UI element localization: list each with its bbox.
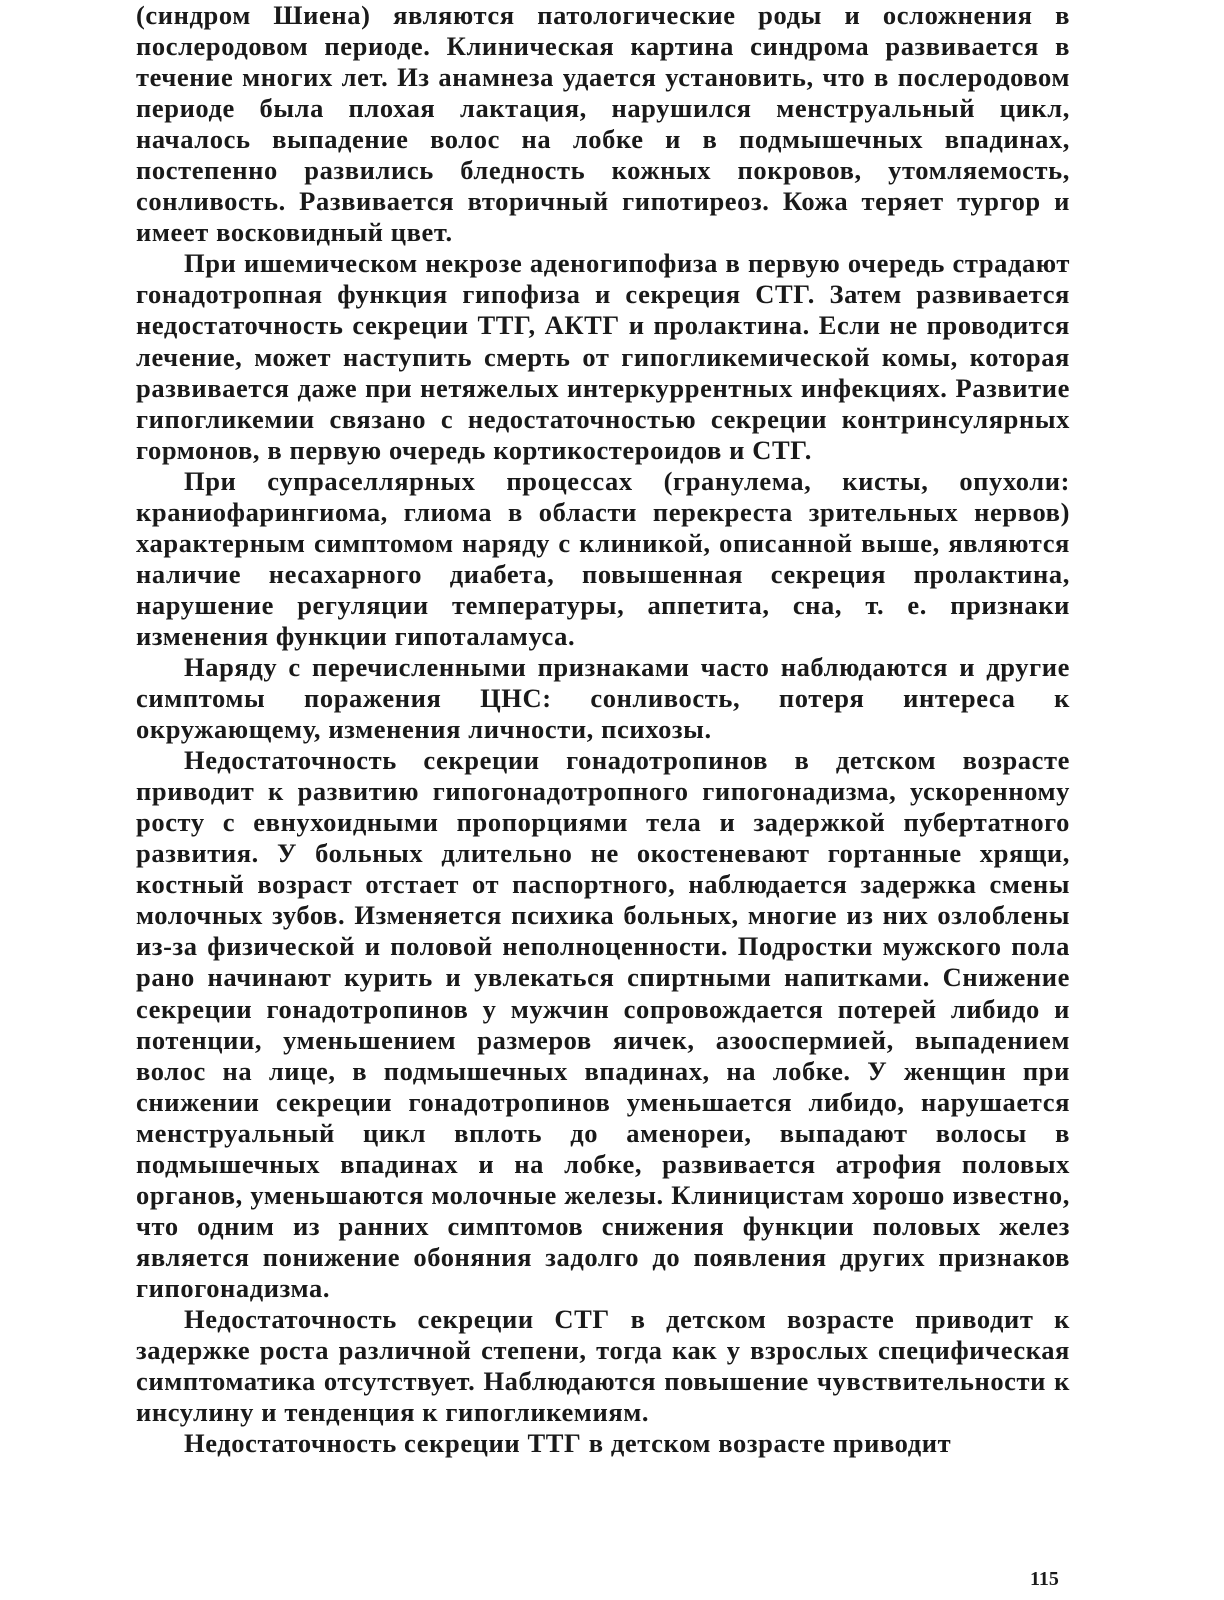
paragraph-5: Недостаточность секреции гонадотропинов в детском возрасте приводит к развитию гипогонадотропного гипогонадизма, ускоренному росту с евнухоидными пропорциями тела и задержкой пубертатного развития. У больных длительно не окостеневают гортанные хрящи, костный возраст отстает от паспортного, наблюдается задержка смены молочных зубов. Изменяется психика больных, многие из них озлоблены из-за физической и половой неполноценности. Подростки мужского пола рано начинают курить и увлекаться спиртными напитками. Снижение секреции гонадотропинов у мужчин сопровождается потерей либидо и потенции, уменьшением размеров яичек, азооспермией, выпадением волос на лице, в подмышечных впадинах, на лобке. У женщин при снижении секреции гонадотропинов уменьшается либидо, нарушается менструальный цикл вплоть до аменореи, выпадают волосы в подмышечных впадинах и на лобке, развивается атрофия половых органов, уменьшаются молочные железы. Клиницистам хорошо известно, что одним из ранних симптомов снижения функции половых желез является понижение обоняния задолго до появления других признаков гипогонадизма. [136,745,1070,1303]
paragraph-7: Недостаточность секреции ТТГ в детском возрасте приводит [184,1428,952,1459]
paragraph-3: При супраселлярных процессах (гранулема, кисты, опухоли: краниофарингиома, глиома в области перекреста зрительных нервов) характерным симптомом наряду с клиникой, описанной выше, являются наличие несахарного диабета, повышенная секреция пролактина, нарушение регуляции температуры, аппетита, сна, т. е. признаки изменения функции гипоталамуса. [136,465,1070,651]
paragraph-2: При ишемическом некрозе аденогипофиза в первую очередь страдают гонадотропная функция гипофиза и секреция СТГ. Затем развивается недостаточность секреции ТТГ, АКТГ и пролактина. Если не проводится лечение, может наступить смерть от гипогликемической комы, которая развивается даже при нетяжелых интеркуррентных инфекциях. Развитие гипогликемии связано с недостаточностью секреции контринсулярных гормонов, в первую очередь кортикостероидов и СТГ. [136,248,1070,465]
paragraph-4: Наряду с перечисленными признаками часто наблюдаются и другие симптомы поражения ЦНС: сонливость, потеря интереса к окружающему, изменения личности, психозы. [136,651,1070,745]
paragraph-1: (синдром Шиена) являются патологические роды и осложнения в послеродовом периоде. Клиническая картина синдрома развивается в течение многих лет. Из анамнеза удается установить, что в послеродовом периоде была плохая лактация, нарушился менструальный цикл, началось выпадение волос на лобке и в подмышечных впадинах, постепенно развились бледность кожных покровов, утомляемость, сонливость. Развивается вторичный гипотиреоз. Кожа теряет тургор и имеет восковидный цвет. [136,0,1070,248]
page-number: 115 [1030,1568,1059,1590]
body-text [136,0,1070,1459]
paragraph-6: Недостаточность секреции СТГ в детском возрасте приводит к задержке роста различной степени, тогда как у взрослых специфическая симптоматика отсутствует. Наблюдаются повышение чувствительности к инсулину и тенденция к гипогликемиям. [136,1303,1070,1428]
